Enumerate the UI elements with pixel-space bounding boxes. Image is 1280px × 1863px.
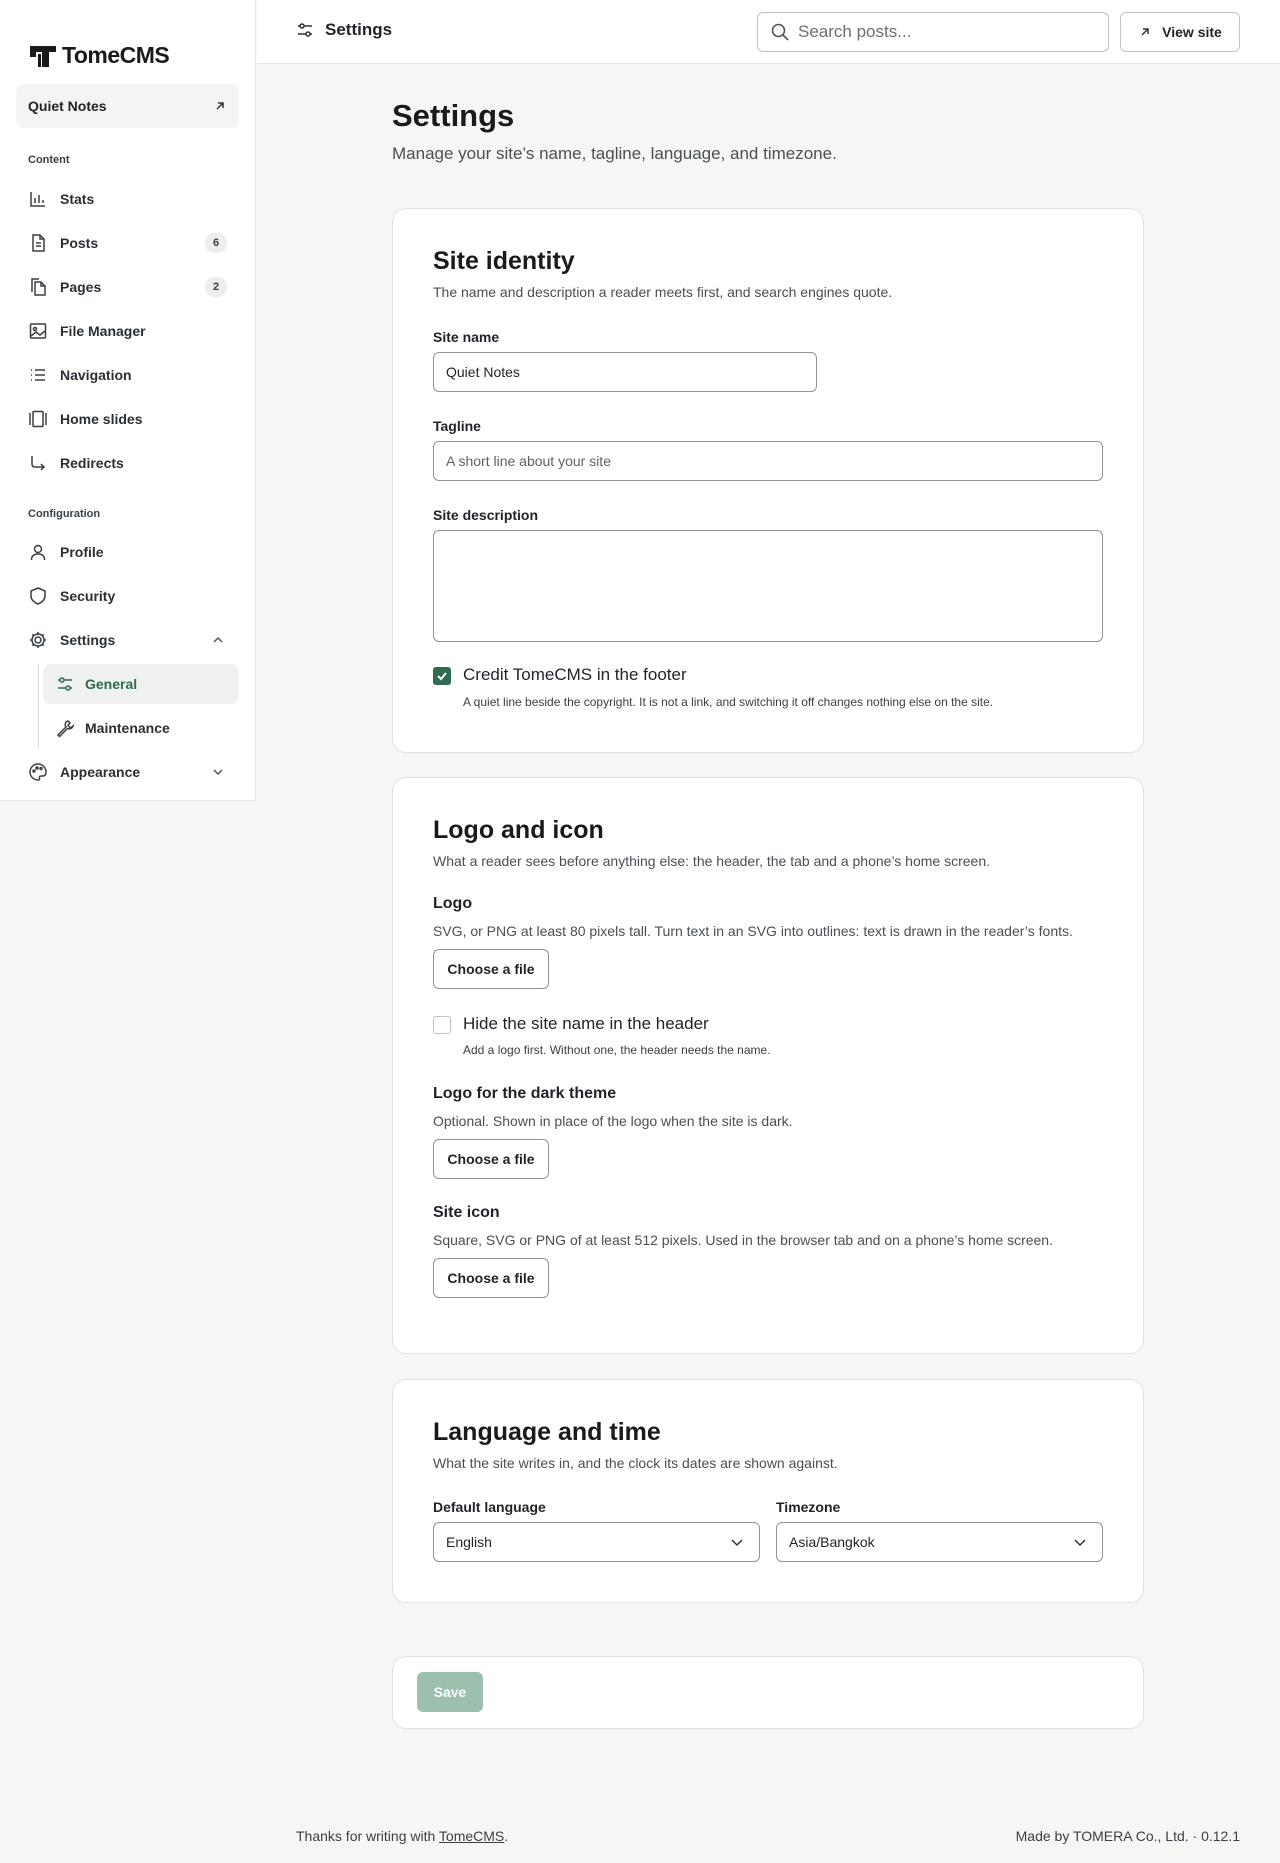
pages-icon [28, 277, 48, 297]
topbar-title-text: Settings [325, 20, 393, 39]
brand-name: TomeCMS [62, 42, 170, 68]
sidebar-item-label: Security [60, 588, 116, 604]
arrow-up-right-icon [213, 99, 227, 113]
logo-icon-description: What a reader sees before anything else: the header, the tab and a phone’s home screen. [433, 853, 991, 869]
chevron-up-icon [211, 633, 225, 647]
sidebar-item-redirects[interactable] [16, 443, 239, 483]
credit-footer-label[interactable]: Credit TomeCMS in the footer [463, 665, 687, 684]
sidebar-item-label: Redirects [60, 455, 124, 471]
chevron-down-icon [211, 765, 225, 779]
hide-site-name-checkbox[interactable] [433, 1016, 451, 1034]
search-input[interactable] [798, 22, 1088, 42]
sidebar-item-navigation[interactable] [16, 355, 239, 395]
wrench-icon [55, 718, 75, 738]
search-icon [770, 22, 790, 42]
gear-icon [28, 630, 48, 650]
language-time-card [392, 1379, 1144, 1603]
dark-logo-label: Logo for the dark theme [433, 1085, 617, 1102]
footer-credit [296, 1828, 508, 1844]
sidebar-item-home-slides[interactable] [16, 399, 239, 439]
sidebar-item-label: Navigation [60, 367, 132, 383]
sidebar-item-security[interactable] [16, 576, 239, 616]
language-time-description: What the site writes in, and the clock its dates are shown against. [433, 1455, 838, 1471]
sidebar-subitem-label: Maintenance [85, 720, 170, 736]
page-title: Settings [392, 98, 515, 133]
logo-choose-file-button[interactable]: Choose a file [433, 949, 549, 989]
tomecms-logo-icon [28, 43, 58, 69]
bar-chart-icon [28, 189, 48, 209]
sidebar-item-settings[interactable] [16, 620, 239, 660]
timezone-label: Timezone [776, 1499, 841, 1515]
site-name-label: Site name [433, 329, 500, 345]
default-language-select[interactable] [433, 1522, 760, 1562]
default-language-label: Default language [433, 1499, 546, 1515]
tomecms-link[interactable]: TomeCMS [438, 1828, 505, 1844]
sidebar-item-stats[interactable] [16, 179, 239, 219]
sidebar-item-pages[interactable] [16, 267, 239, 307]
timezone-select[interactable] [776, 1522, 1103, 1562]
footer-version: Made by TOMERA Co., Ltd. · 0.12.1 [1015, 1828, 1240, 1844]
redirect-arrow-icon [28, 453, 48, 473]
sidebar-item-label: Posts [60, 235, 99, 251]
settings-submenu-line [38, 664, 39, 748]
logo-icon-card [392, 777, 1144, 1354]
sidebar-subitem-maintenance[interactable] [43, 708, 239, 748]
posts-count-badge: 6 [205, 233, 227, 253]
save-card [392, 1656, 1144, 1729]
chevron-down-icon [1072, 1534, 1088, 1550]
dark-logo-choose-file-button[interactable]: Choose a file [433, 1139, 549, 1179]
arrow-up-right-icon [1138, 25, 1152, 39]
shield-icon [28, 586, 48, 606]
document-icon [28, 233, 48, 253]
sidebar-item-label: Settings [60, 632, 116, 648]
save-button[interactable]: Save [417, 1672, 483, 1712]
credit-footer-option [433, 665, 687, 685]
chevron-down-icon [729, 1534, 745, 1550]
site-switcher[interactable] [16, 84, 239, 128]
language-time-title: Language and time [433, 1418, 661, 1446]
logo-label: Logo [433, 895, 473, 912]
footer-credit-prefix: Thanks for writing with [296, 1828, 439, 1844]
sidebar-item-label: File Manager [60, 323, 146, 339]
sidebar-item-label: Stats [60, 191, 95, 207]
credit-footer-help: A quiet line beside the copyright. It is not a link, and switching it off changes nothing else on the site. [463, 695, 994, 709]
site-identity-description: The name and description a reader meets first, and search engines quote. [433, 284, 893, 300]
default-language-value: English [446, 1534, 492, 1550]
sidebar-item-appearance[interactable] [16, 752, 239, 792]
site-icon-label: Site icon [433, 1204, 500, 1221]
tagline-input[interactable] [433, 441, 1103, 481]
sidebar-subitem-label: General [85, 676, 138, 692]
site-identity-title: Site identity [433, 247, 575, 275]
sidebar-subitem-general[interactable] [43, 664, 239, 704]
sidebar-item-label: Pages [60, 279, 102, 295]
user-icon [28, 542, 48, 562]
site-description-textarea[interactable] [433, 530, 1103, 642]
sidebar-heading-configuration: Configuration [28, 508, 101, 520]
sidebar-item-label: Home slides [60, 411, 143, 427]
credit-footer-checkbox[interactable] [433, 667, 451, 685]
topbar-title [295, 20, 392, 40]
site-switcher-label: Quiet Notes [28, 98, 107, 114]
timezone-value: Asia/Bangkok [789, 1534, 875, 1550]
site-description-label: Site description [433, 507, 539, 523]
list-icon [28, 365, 48, 385]
palette-icon [28, 762, 48, 782]
topbar [257, 0, 1280, 64]
hide-site-name-label[interactable]: Hide the site name in the header [463, 1014, 709, 1033]
sidebar-item-profile[interactable] [16, 532, 239, 572]
hide-site-name-option [433, 1014, 709, 1034]
sidebar-heading-content: Content [28, 154, 70, 166]
logo-help: SVG, or PNG at least 80 pixels tall. Turn text in an SVG into outlines: text is drawn in the reader’s fonts. [433, 923, 1073, 939]
sidebar [0, 0, 256, 801]
view-site-label: View site [1162, 24, 1222, 40]
sliders-icon [55, 674, 75, 694]
dark-logo-help: Optional. Shown in place of the logo when the site is dark. [433, 1113, 793, 1129]
brand-logo[interactable] [28, 42, 169, 69]
sidebar-item-label: Appearance [60, 764, 141, 780]
footer-credit-suffix: . [504, 1828, 509, 1844]
sliders-icon [295, 20, 315, 40]
slides-icon [28, 409, 48, 429]
hide-site-name-help: Add a logo first. Without one, the header needs the name. [463, 1043, 771, 1057]
view-site-button[interactable] [1120, 12, 1240, 52]
site-identity-card [392, 208, 1144, 753]
logo-icon-title: Logo and icon [433, 816, 604, 844]
site-icon-help: Square, SVG or PNG of at least 512 pixels. Used in the browser tab and on a phone’s home screen. [433, 1232, 1053, 1248]
site-icon-choose-file-button[interactable]: Choose a file [433, 1258, 549, 1298]
image-icon [28, 321, 48, 341]
page-subtitle: Manage your site’s name, tagline, language, and timezone. [392, 144, 837, 163]
search-box[interactable] [757, 12, 1109, 52]
pages-count-badge: 2 [205, 277, 227, 297]
site-name-input[interactable] [433, 352, 817, 392]
sidebar-item-file-manager[interactable] [16, 311, 239, 351]
sidebar-item-posts[interactable] [16, 223, 239, 263]
checkmark-icon [436, 670, 448, 682]
sidebar-item-label: Profile [60, 544, 104, 560]
tagline-label: Tagline [433, 418, 481, 434]
